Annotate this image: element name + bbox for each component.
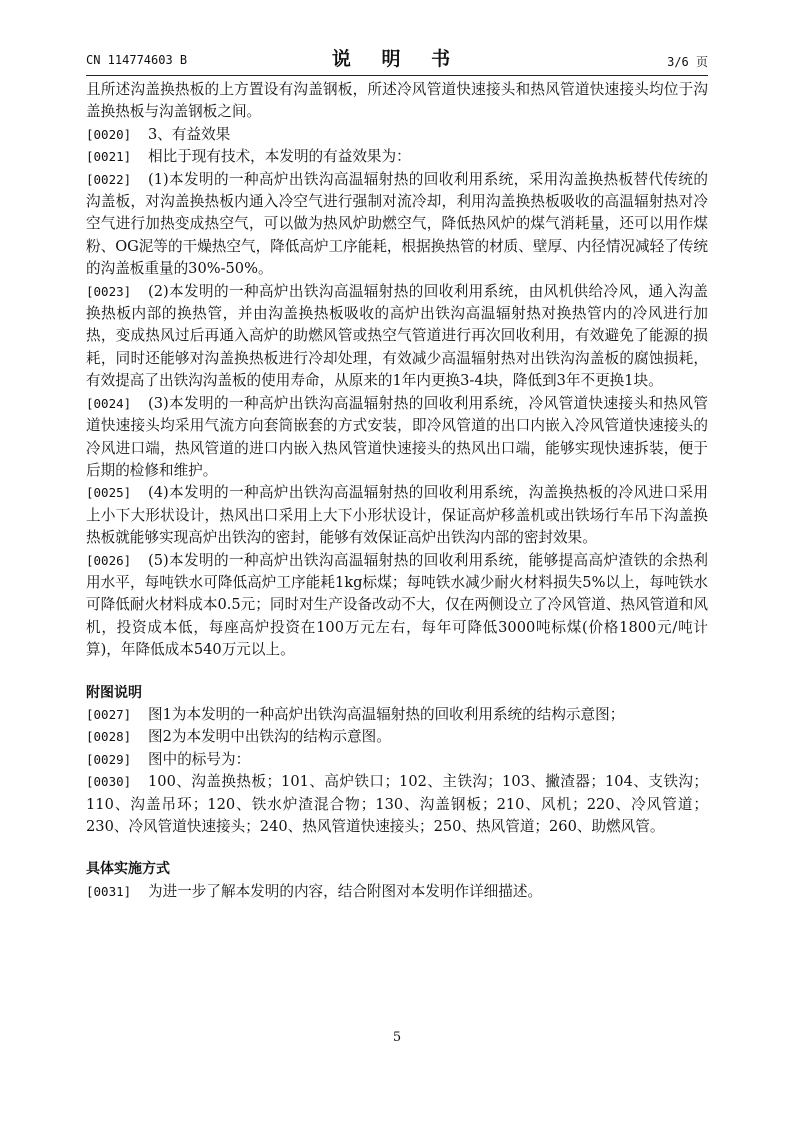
paragraph-number: [0028] [86,729,132,745]
paragraph-number: [0024] [86,395,132,411]
patent-number: CN 114774603 B [86,53,188,67]
paragraph-number: [0023] [86,283,132,299]
paragraph-text: (3)本发明的一种高炉出铁沟高温辐射热的回收利用系统，冷风管道快速接头和热风管道快速接头均采用气流方向套筒嵌套的方式安装，即冷风管道的出口内嵌入冷风管道快速接头的冷风进口端，热风管道的进口内嵌入热风管道快速接头的热风出口端，能够实现快速拆装，便于后期的检修和维护。 [86,394,708,479]
paragraph-0028 [86,726,708,748]
paragraph-0024 [86,393,708,483]
paragraph-text: 100、沟盖换热板；101、高炉铁口；102、主铁沟；103、撇渣器；104、支铁沟；110、沟盖吊环；120、铁水炉渣混合物；130、沟盖钢板；210、风机；220、冷风管道；230、冷风管道快速接头；240、热风管道快速接头；250、热风管道；260、助燃风管。 [86,773,708,835]
page-header [86,44,708,72]
paragraph-number: [0020] [86,126,132,142]
paragraph-0023 [86,281,708,393]
paragraph-text: (2)本发明的一种高炉出铁沟高温辐射热的回收利用系统，由风机供给冷风，通入沟盖换热板内部的换热管，并由沟盖换热板吸收的高炉出铁沟高温辐射热对换热管内的冷风进行加热，变成热风过后再通入高炉的助燃风管或热空气管道进行再次回收利用，有效避免了能源的损耗，同时还能够对沟盖换热板进行冷却处理，有效减少高温辐射热对出铁沟沟盖板的腐蚀损耗，有效提高了出铁沟沟盖板的使用寿命，从原来的1年内更换3-4块，降低到3年不更换1块。 [86,282,708,390]
paragraph-number: [0031] [86,883,132,899]
paragraph-0029 [86,749,708,771]
header-divider [86,75,708,76]
continuation-text: 且所述沟盖换热板的上方置设有沟盖钢板，所述冷风管道快速接头和热风管道快速接头均位于沟盖换热板与沟盖钢板之间。 [86,81,708,121]
paragraph-number: [0021] [86,149,132,165]
section-heading-embodiment: 具体实施方式 [86,861,170,878]
section-heading-figures: 附图说明 [86,684,142,701]
paragraph-number: [0022] [86,171,132,187]
paragraph-0025 [86,482,708,549]
paragraph-text: (4)本发明的一种高炉出铁沟高温辐射热的回收利用系统，沟盖换热板的冷风进口采用上小下大形状设计，热风出口采用上大下小形状设计，保证高炉移盖机或出铁场行车吊下沟盖换热板就能够实现高炉出铁沟的密封，能够有效保证高炉出铁沟内部的密封效果。 [86,484,708,547]
paragraph-number: [0030] [86,774,132,790]
paragraph-number: [0026] [86,552,132,568]
paragraph-text: (1)本发明的一种高炉出铁沟高温辐射热的回收利用系统，采用沟盖换热板替代传统的沟盖板，对沟盖换热板内通入冷空气进行强制对流冷却，利用沟盖换热板吸收的高温辐射热对冷空气进行加热变成热空气，可以做为热风炉助燃空气，降低热风炉的煤气消耗量，还可以用作煤粉、OG泥等的干燥热空气，降低高炉工序能耗，根据换热管的材质、壁厚、内径情况减轻了传统的沟盖板重量的30%-50%。 [86,170,708,278]
paragraph-text: 图1为本发明的一种高炉出铁沟高温辐射热的回收利用系统的结构示意图； [148,705,625,723]
paragraph-0031 [86,881,708,903]
paragraph-0020 [86,124,708,146]
document-body [86,79,708,903]
paragraph-number: [0027] [86,706,132,722]
paragraph-text: (5)本发明的一种高炉出铁沟高温辐射热的回收利用系统，能够提高高炉渣铁的余热利用水平，每吨铁水可降低高炉工序能耗1kg标煤；每吨铁水减少耐火材料损失5%以上，每吨铁水可降低耐火材料成本0.5元；同时对生产设备改动不大，仅在两侧设立了冷风管道、热风管道和风机，投资成本低，每座高炉投资在100万元左右，每年可降低3000吨标煤(价格1800元/吨计算)，年降低成本540万元以上。 [86,551,708,659]
paragraph-text: 图2为本发明中出铁沟的结构示意图。 [148,728,391,746]
paragraph-text: 图中的标号为： [148,750,251,768]
paragraph-text: 相比于现有技术，本发明的有益效果为： [148,148,411,166]
paragraph-0026 [86,550,708,662]
paragraph-0027 [86,704,708,726]
page-number: 5 [392,1030,402,1045]
paragraph-number: [0029] [86,751,132,767]
page-indicator: 3/6 页 [667,55,708,69]
document-title: 说 明 书 [331,48,463,70]
paragraph-text: 为进一步了解本发明的内容，结合附图对本发明作详细描述。 [148,882,543,900]
paragraph-0030 [86,771,708,838]
paragraph-0022 [86,169,708,281]
paragraph-number: [0025] [86,485,132,501]
paragraph-0021 [86,146,708,168]
paragraph-text: 3、有益效果 [148,125,231,143]
